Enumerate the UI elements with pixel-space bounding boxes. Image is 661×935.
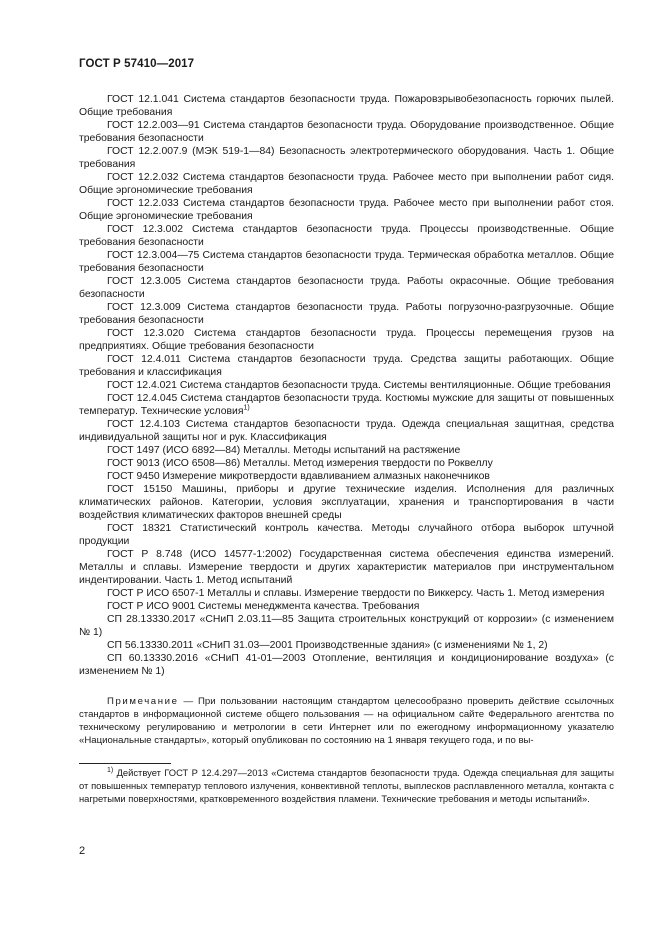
reference-item: СП 56.13330.2011 «СНиП 31.03—2001 Производственные здания» (с изменениями № 1, 2) <box>107 640 548 651</box>
reference-item: ГОСТ 12.4.011 Система стандартов безопасности труда. Средства защиты работающих. Общие требования и классификация <box>79 354 614 378</box>
reference-item: ГОСТ 9013 (ИСО 6508—86) Металлы. Метод измерения твердости по Роквеллу <box>107 458 493 469</box>
note-text: При пользовании настоящим стандартом целесообразно проверить действие ссылочных стандартов в информационной системе общего пользования — на официальном сайте Федерального агентства по техническому регулированию и метрологии в сети Интернет или по ежегодному информационному указателю «Национальные стандарты», который опубликован по состоянию на 1 января текущего года, и по вы- <box>79 696 614 746</box>
reference-item: ГОСТ 12.3.005 Система стандартов безопасности труда. Работы окрасочные. Общие требования безопасности <box>79 276 614 300</box>
footnote-text: Действует ГОСТ Р 12.4.297—2013 «Система стандартов безопасности труда. Одежда специальная для защиты от повышенных температур теплового излучения, конвективной теплоты, выплесков расплавленного металла, контакта с нагретыми поверхностями, кратковременного воздействия пламени. Технические требования и методы испытаний». <box>79 767 614 804</box>
document-header: ГОСТ Р 57410—2017 <box>79 58 195 70</box>
reference-item: СП 28.13330.2017 «СНиП 2.03.11—85 Защита строительных конструкций от коррозии» (с изменением № 1) <box>79 614 614 638</box>
reference-item: ГОСТ 12.3.002 Система стандартов безопасности труда. Процессы производственные. Общие требования безопасности <box>79 224 614 248</box>
reference-item: ГОСТ 12.3.009 Система стандартов безопасности труда. Работы погрузочно-разгрузочные. Общие требования безопасности <box>79 302 614 326</box>
reference-item: ГОСТ 15150 Машины, приборы и другие технические изделия. Исполнения для различных климатических районов. Категории, условия эксплуатации, хранения и транспортирования в части воздействия климатических факторов внешней среды <box>79 484 614 521</box>
reference-item: ГОСТ 12.4.021 Система стандартов безопасности труда. Системы вентиляционные. Общие требования <box>107 380 611 391</box>
reference-item: ГОСТ Р ИСО 6507-1 Металлы и сплавы. Измерение твердости по Виккерсу. Часть 1. Метод измерения <box>107 588 605 599</box>
reference-item: ГОСТ Р 8.748 (ИСО 14577-1:2002) Государственная система обеспечения единства измерений. Металлы и сплавы. Измерение твердости и других характеристик материалов при инструментальном индентировании. Часть 1. Метод испытаний <box>79 549 614 586</box>
reference-item: СП 60.13330.2016 «СНиП 41-01—2003 Отопление, вентиляция и кондиционирование воздуха» (с изменением № 1) <box>79 653 614 677</box>
footnote <box>79 766 614 805</box>
reference-item: ГОСТ 12.1.041 Система стандартов безопасности труда. Пожаровзрывобезопасность горючих пылей. Общие требования <box>79 94 614 118</box>
reference-item: ГОСТ 12.3.020 Система стандартов безопасности труда. Процессы перемещения грузов на предприятиях. Общие требования безопасности <box>79 328 614 352</box>
reference-item: ГОСТ 12.2.033 Система стандартов безопасности труда. Рабочее место при выполнении работ стоя. Общие эргономические требования <box>79 198 614 222</box>
reference-item: ГОСТ Р ИСО 9001 Системы менеджмента качества. Требования <box>107 601 420 612</box>
note-label: Примечание <box>107 696 179 707</box>
reference-item: ГОСТ 12.2.007.9 (МЭК 519-1—84) Безопасность электротермического оборудования. Часть 1. Общие требования <box>79 146 614 170</box>
reference-item: ГОСТ 9450 Измерение микротвердости вдавливанием алмазных наконечников <box>107 471 490 482</box>
reference-item: ГОСТ 12.2.003—91 Система стандартов безопасности труда. Оборудование производственное. Общие требования безопасности <box>79 120 614 144</box>
footnote-separator <box>79 763 171 764</box>
reference-item: ГОСТ 1497 (ИСО 6892—84) Металлы. Методы испытаний на растяжение <box>107 445 461 456</box>
reference-item: ГОСТ 12.2.032 Система стандартов безопасности труда. Рабочее место при выполнении работ сидя. Общие эргономические требования <box>79 172 614 196</box>
reference-item: ГОСТ 12.4.103 Система стандартов безопасности труда. Одежда специальная защитная, средства индивидуальной защиты ног и рук. Классификация <box>79 419 614 443</box>
reference-item: ГОСТ 12.4.045 Система стандартов безопасности труда. Костюмы мужские для защиты от повышенных температур. Технические условия$^{1)}$ <box>79 393 614 417</box>
reference-item: ГОСТ 18321 Статистический контроль качества. Методы случайного отбора выборок штучной продукции <box>79 523 614 547</box>
footnote-marker: 1) <box>107 766 114 774</box>
note-paragraph <box>79 695 614 747</box>
normative-references-list <box>79 93 614 678</box>
reference-item: ГОСТ 12.3.004—75 Система стандартов безопасности труда. Термическая обработка металлов. Общие требования безопасности <box>79 250 614 274</box>
note-dash: — <box>178 696 198 707</box>
page-number: 2 <box>79 845 86 857</box>
footnote-marker: 1) <box>243 404 250 412</box>
